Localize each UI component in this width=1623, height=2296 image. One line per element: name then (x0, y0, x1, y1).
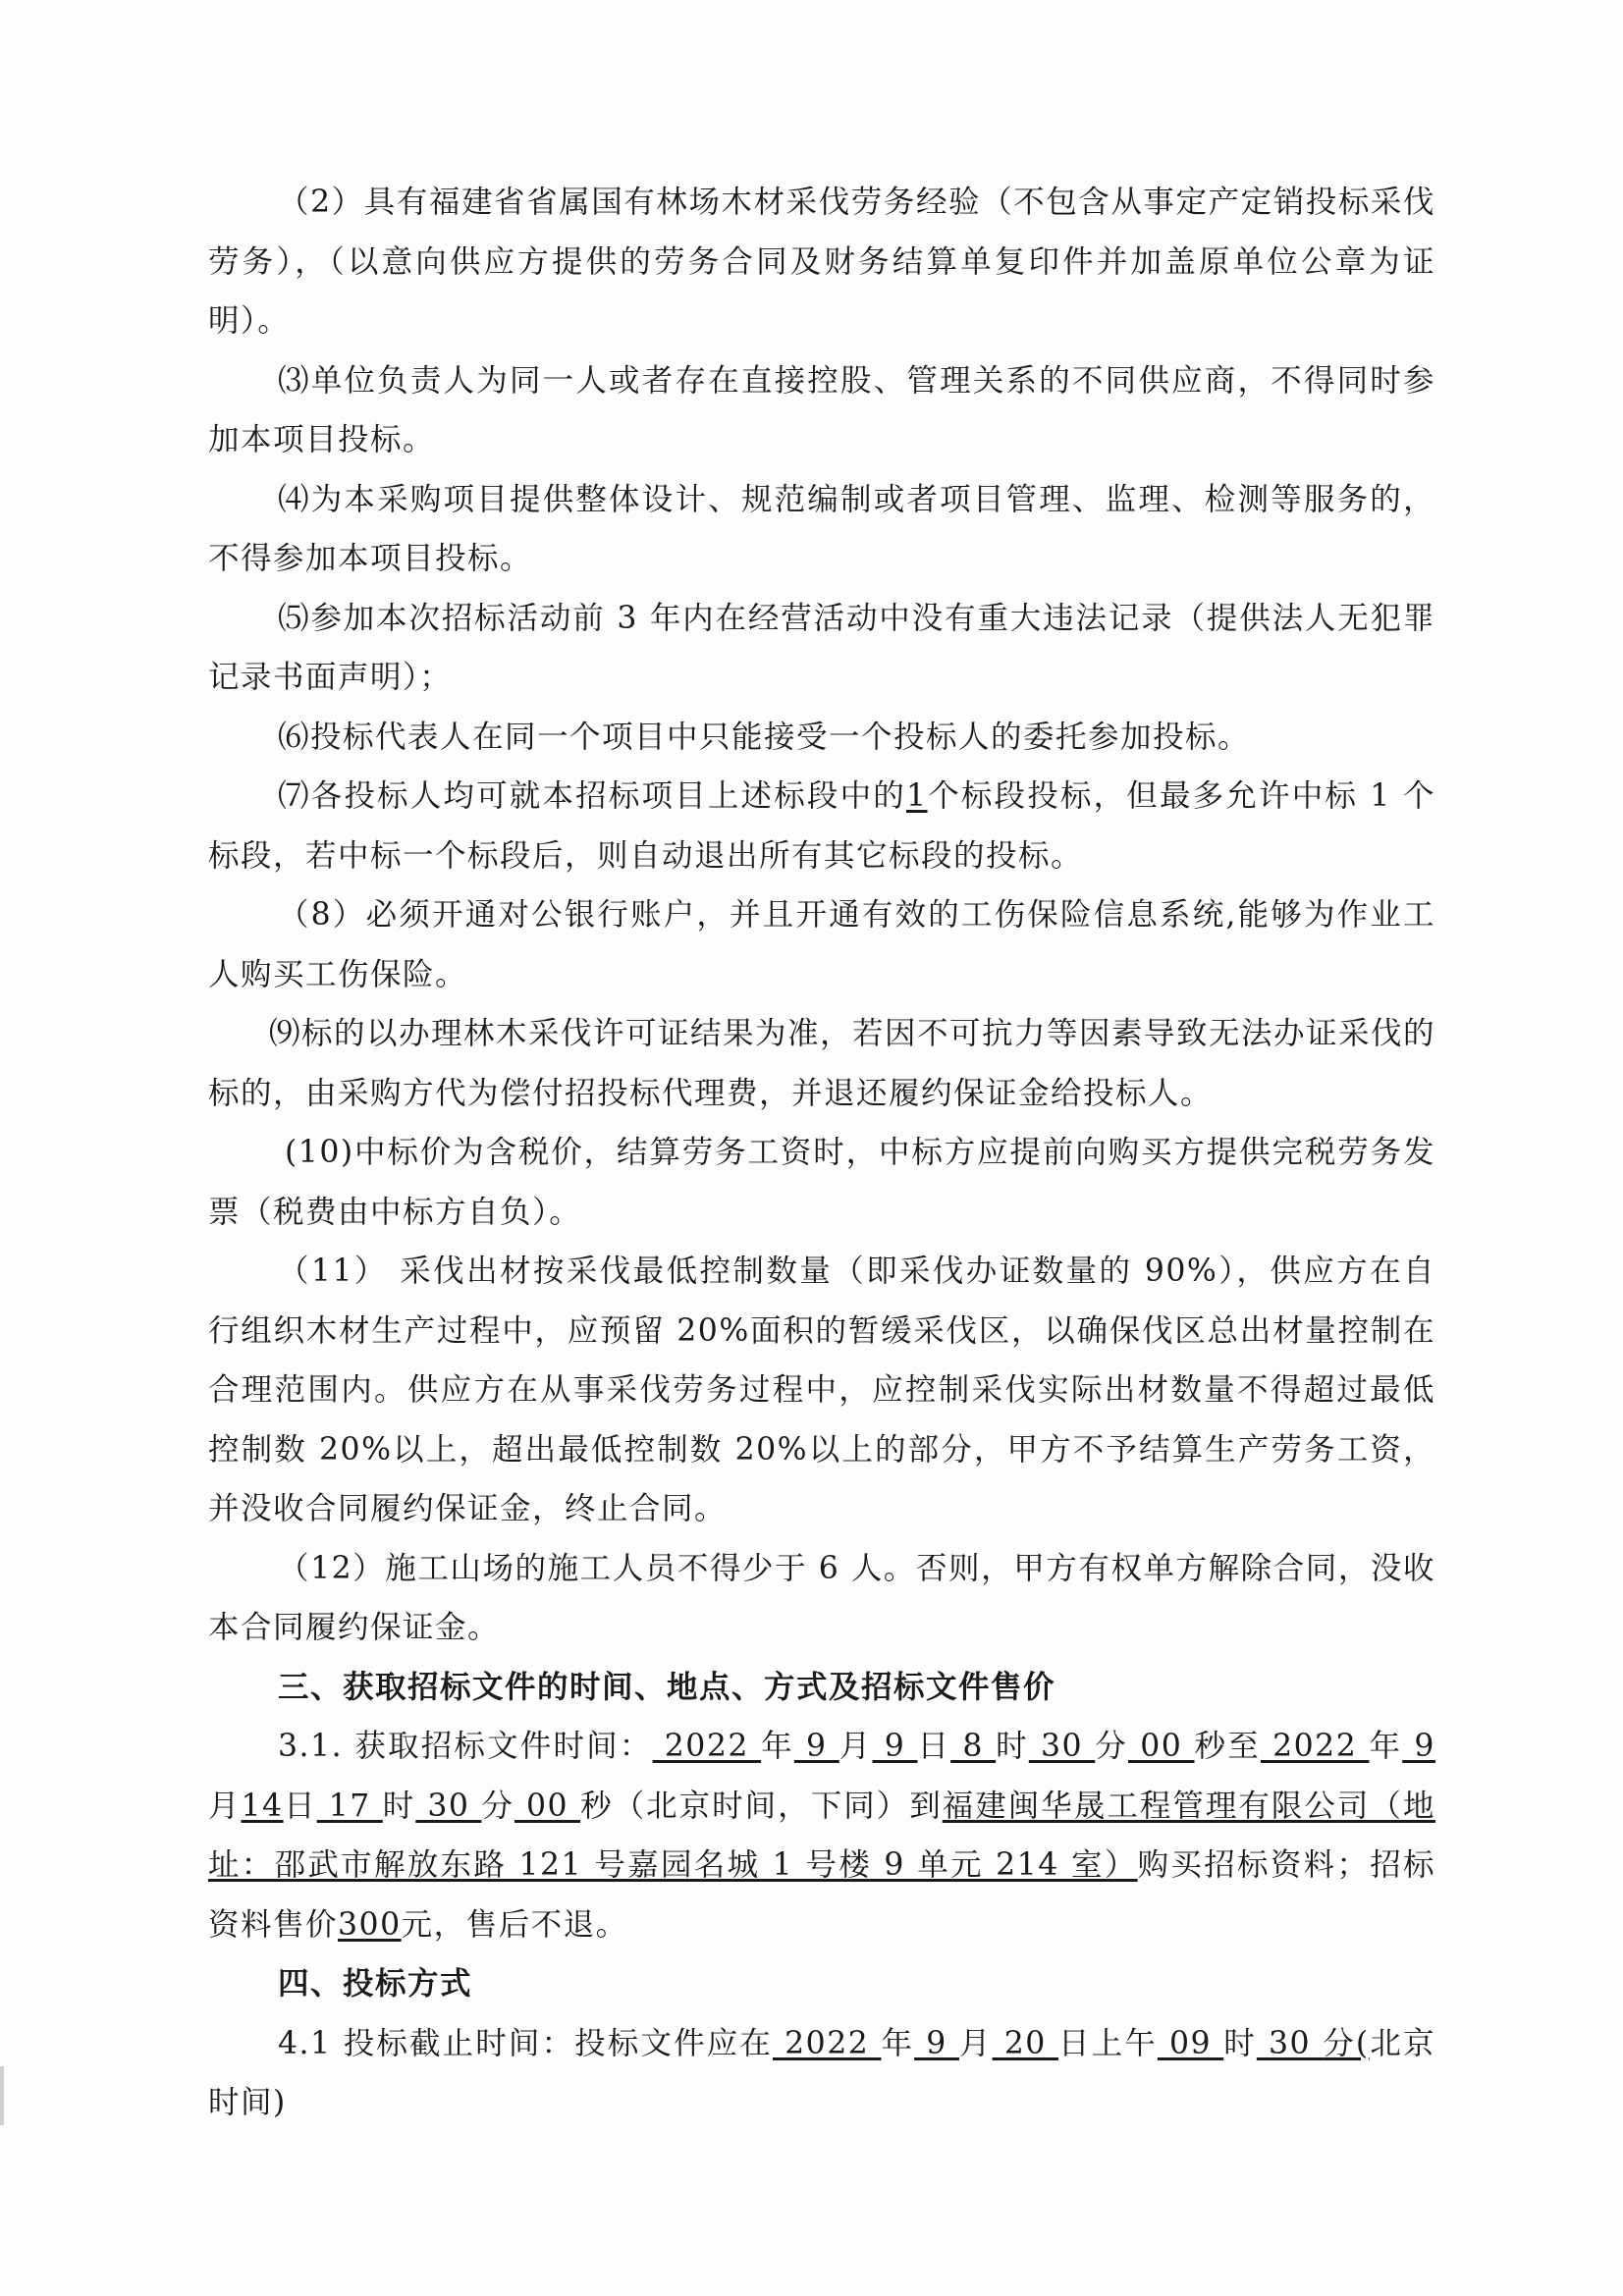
clause-2: （2）具有福建省省属国有林场木材采伐劳务经验（不包含从事定产定销投标采伐劳务），（以意向供应方提供的劳务合同及财务结算单复印件并加盖原单位公章为证明）。 (208, 185, 1435, 339)
clause-4-1 (208, 2014, 1435, 2133)
clause-9: ⑼标的以办理林木采伐许可证结果为准，若因不可抗力等因素导致无法办证采伐的标的，由采购方代为偿付招投标代理费，并退还履约保证金给投标人。 (208, 1016, 1436, 1111)
deadline-year: 2022 (772, 2025, 882, 2061)
day-char: 日 (283, 1788, 317, 1824)
document-body (208, 173, 1435, 2133)
month-char: 月 (958, 2025, 993, 2061)
clause-7-part-b: 个标段投标，但最多允许中标 1 个标段，若中标一个标段后，则自动退出所有其它标段的投标。 (208, 778, 1435, 874)
clause-8: （8）必须开通对公银行账户，并且开通有效的工伤保险信息系统,能够为作业工人购买工伤保险。 (208, 897, 1435, 992)
year-char: 年 (761, 1729, 794, 1764)
clause-12: （12）施工山场的施工人员不得少于 6 人。否则，甲方有权单方解除合同，没收本合同履约保证金。 (208, 1550, 1435, 1645)
end-hour: 17 (316, 1788, 383, 1824)
clause-3: ⑶单位负责人为同一人或者存在直接控股、管理关系的不同供应商，不得同时参加本项目投标。 (208, 362, 1435, 457)
end-year: 2022 (1260, 1729, 1370, 1764)
hour-char: 时 (382, 1788, 416, 1824)
deadline-minute: 30 (1256, 2025, 1324, 2061)
end-day: 14 (241, 1788, 284, 1824)
clause-4-1-label: 4.1 投标截止时间：投标文件应在 (278, 2025, 773, 2061)
clause-6: ⑹投标代表人在同一个项目中只能接受一个投标人的委托参加投标。 (278, 719, 1251, 755)
start-minute: 30 (1028, 1729, 1096, 1764)
section-4-heading: 四、投标方式 (278, 1965, 473, 2002)
minute-char: 分 (1095, 1729, 1128, 1764)
minute-char: 分 (481, 1788, 514, 1824)
second-suffix: 秒（北京时间，下同）到 (580, 1788, 943, 1824)
second-to-char: 秒至 (1194, 1729, 1261, 1764)
day-char: 日 (917, 1729, 951, 1764)
clause-3-1 (208, 1717, 1435, 1954)
after-price-text: 元，售后不退。 (401, 1906, 628, 1943)
deadline-tail: 北京时间) (208, 2025, 1435, 2120)
scan-edge-mark (0, 2066, 4, 2125)
day-morning-char: 日上午 (1057, 2025, 1158, 2061)
end-second: 00 (514, 1788, 581, 1824)
minute-char: 分( (1323, 2025, 1370, 2061)
end-month: 9 (1402, 1729, 1435, 1764)
clause-10: (10)中标价为含税价，结算劳务工资时，中标方应提前向购买方提供完税劳务发票（税费由中标方自负）。 (208, 1135, 1435, 1230)
clause-4: ⑷为本采购项目提供整体设计、规范编制或者项目管理、监理、检测等服务的，不得参加本项目投标。 (208, 481, 1435, 576)
deadline-hour: 09 (1157, 2025, 1224, 2061)
end-minute: 30 (415, 1788, 482, 1824)
year-char: 年 (881, 2025, 915, 2061)
after-agency-text: 购买招标资料；招标资料售价 (208, 1847, 1435, 1943)
start-hour: 8 (950, 1729, 997, 1764)
start-day: 9 (872, 1729, 918, 1764)
start-second: 00 (1128, 1729, 1195, 1764)
clause-5: ⑸参加本次招标活动前 3 年内在经营活动中没有重大违法记录（提供法人无犯罪记录书面声明）； (208, 600, 1435, 695)
clause-11: （11） 采伐出材按采伐最低控制数量（即采伐办证数量的 90%），供应方在自行组织木材生产过程中，应预留 20%面积的暂缓采伐区，以确保伐区总出材量控制在合理范围内。供应方在从事采伐劳务过程中，应控制采伐实际出材数量不得超过最低控制数 20%以上，超出最低控制数 20%以上的部分，甲方不予结算生产劳务工资，并没收合同履约保证金，终止合同。 (208, 1254, 1435, 1526)
month-char: 月 (208, 1788, 242, 1824)
price-value: 300 (338, 1906, 402, 1943)
start-month: 9 (793, 1729, 839, 1764)
start-year: 2022 (652, 1729, 762, 1764)
agency-name-address: 福建闽华晟工程管理有限公司（地址：邵武市解放东路 121 号嘉园名城 1 号楼 9 单元 214 室） (208, 1788, 1435, 1883)
clause-7 (208, 767, 1435, 885)
deadline-day: 20 (992, 2025, 1058, 2061)
year-char: 年 (1369, 1729, 1403, 1764)
deadline-month: 9 (914, 2025, 959, 2061)
clause-3-1-label: 3.1. 获取招标文件时间： (278, 1729, 653, 1764)
clause-7-section-count: 1 (905, 778, 928, 814)
clause-7-part-a: ⑺各投标人均可就本招标项目上述标段中的 (278, 778, 906, 814)
month-char: 月 (839, 1729, 873, 1764)
hour-char: 时 (1223, 2025, 1257, 2061)
section-3-heading: 三、获取招标文件的时间、地点、方式及招标文件售价 (278, 1668, 1056, 1705)
hour-char: 时 (996, 1729, 1029, 1764)
